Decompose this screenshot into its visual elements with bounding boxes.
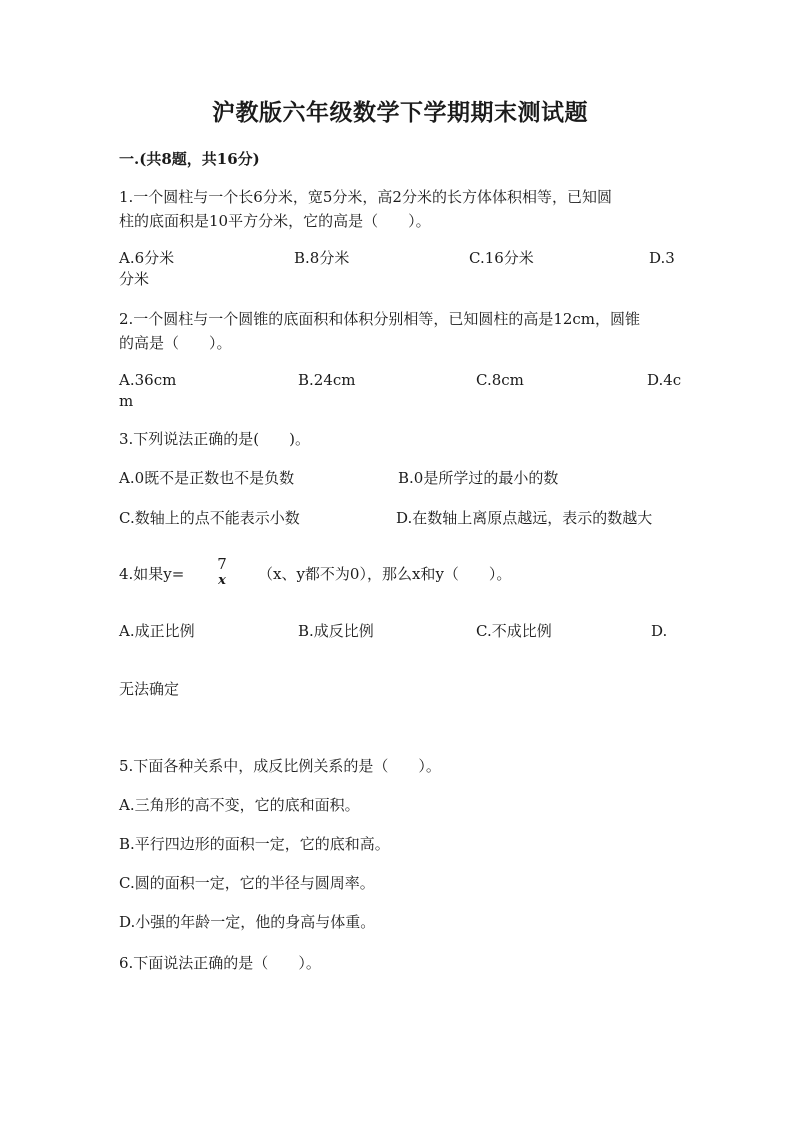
page-title: 沪教版六年级数学下学期期末测试题 [212,100,588,126]
question-3-option-b[interactable]: B.0是所学过的最小的数 [398,469,559,487]
question-4-option-c[interactable]: C.不成比例 [476,622,552,640]
question-5-option-a[interactable]: A.三角形的高不变，它的底和面积。 [119,796,360,814]
question-3-option-c[interactable]: C.数轴上的点不能表示小数 [119,509,300,527]
question-5-option-d[interactable]: D.小强的年龄一定，他的身高与体重。 [119,913,376,931]
question-3-option-a[interactable]: A.0既不是正数也不是负数 [119,469,295,487]
question-1-text-line2: 柱的底面积是10平方分米，它的高是（ ）。 [119,212,431,230]
question-6-text: 6.下面说法正确的是（ ）。 [119,954,321,972]
question-4-option-d[interactable]: D. [651,622,668,640]
question-2-option-c[interactable]: C.8cm [476,371,524,389]
question-3-text: 3.下列说法正确的是( )。 [119,430,311,448]
question-3-option-d[interactable]: D.在数轴上离原点越远，表示的数越大 [396,509,653,527]
question-2-option-d-wrap: m [119,392,134,410]
question-2-option-a[interactable]: A.36cm [119,371,177,389]
question-1-option-d[interactable]: D.3 [649,249,675,267]
question-2-text-line2: 的高是（ ）。 [119,334,232,352]
question-5-text: 5.下面各种关系中，成反比例关系的是（ ）。 [119,757,441,775]
question-1-text-line1: 1.一个圆柱与一个长6分米，宽5分米，高2分米的长方体体积相等，已知圆 [119,188,612,206]
question-5-option-c[interactable]: C.圆的面积一定，它的半径与圆周率。 [119,874,375,892]
question-2-option-b[interactable]: B.24cm [298,371,356,389]
fraction-numerator: 7 [217,555,227,573]
question-4-option-d-wrap: 无法确定 [119,680,180,698]
question-4-prefix: 4.如果y= [119,565,185,583]
question-1-option-b[interactable]: B.8分米 [294,249,350,267]
question-2-option-d[interactable]: D.4c [647,371,682,389]
question-1-option-a[interactable]: A.6分米 [119,249,175,267]
question-4-option-b[interactable]: B.成反比例 [298,622,374,640]
question-5-option-b[interactable]: B.平行四边形的面积一定，它的底和高。 [119,835,390,853]
fraction-denominator: x [218,573,226,588]
question-4-option-a[interactable]: A.成正比例 [119,622,195,640]
section-heading: 一.(共8题，共16分) [119,150,260,168]
question-4-suffix: （x、y都不为0），那么x和y（ ）。 [258,565,512,583]
fraction-seven-over-x [210,555,234,589]
question-2-text-line1: 2.一个圆柱与一个圆锥的底面积和体积分别相等，已知圆柱的高是12cm，圆锥 [119,310,641,328]
question-1-option-d-wrap: 分米 [119,270,150,288]
question-1-option-c[interactable]: C.16分米 [469,249,534,267]
